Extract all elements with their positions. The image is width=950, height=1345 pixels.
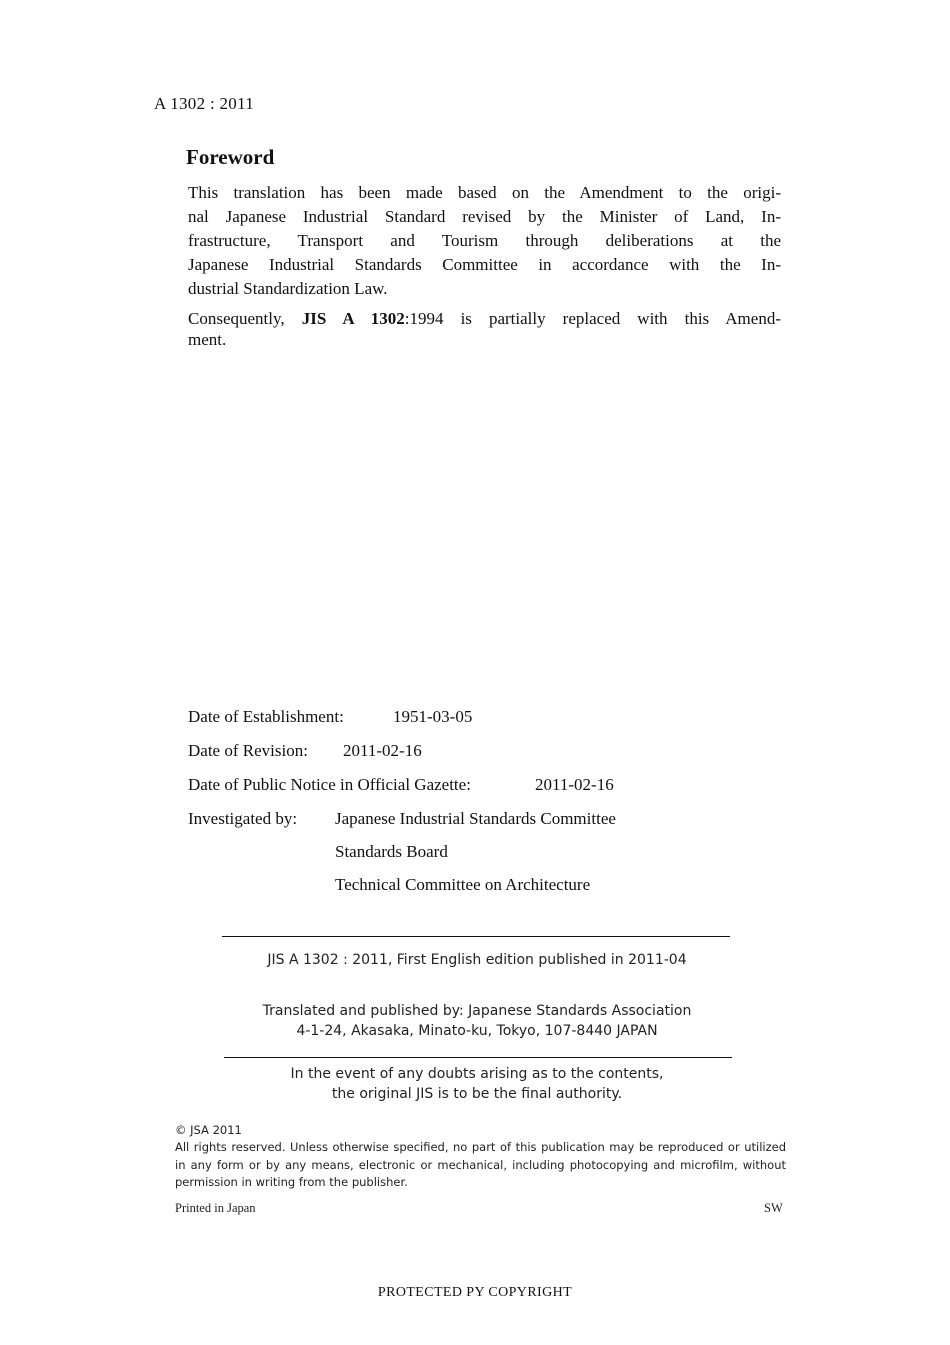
gazette-label: Date of Public Notice in Official Gazette: (188, 775, 471, 794)
paragraph-line: frastructure, Transport and Tourism through deliberations at the (188, 231, 781, 250)
gazette-value: 2011-02-16 (535, 775, 614, 794)
revision-row (188, 741, 422, 761)
establishment-label: Date of Establishment: (188, 707, 344, 726)
publisher-address: 4-1-24, Akasaka, Minato-ku, Tokyo, 107-8440 JAPAN (296, 1023, 658, 1039)
investigated-row (188, 809, 616, 829)
foreword-paragraph-2 (188, 308, 781, 350)
investigated-committee: Technical Committee on Architecture (335, 875, 591, 894)
rights-line: permission in writing from the publisher. (175, 1175, 408, 1189)
investigated-board: Standards Board (335, 842, 448, 861)
divider (224, 1057, 732, 1058)
doubt-notice-line: In the event of any doubts arising as to the contents, (290, 1066, 664, 1082)
copyright-notice: © JSA 2011 (175, 1123, 242, 1137)
rights-statement (175, 1139, 786, 1192)
paragraph-line (188, 308, 781, 329)
doubt-notice-line: the original JIS is to be the final authority. (331, 1086, 623, 1102)
foreword-heading: Foreword (186, 145, 275, 169)
document-code: A 1302 : 2011 (154, 94, 255, 113)
rights-line: in any form or by any means, electronic or mechanical, including photocopying and microfilm, without (175, 1157, 786, 1172)
paragraph-line: Japanese Industrial Standards Committee in accordance with the In- (188, 255, 781, 274)
foreword-paragraph-1 (188, 181, 781, 301)
paragraph-line: nal Japanese Industrial Standard revised by the Minister of Land, In- (188, 207, 781, 226)
divider (222, 936, 730, 937)
text-run: :1994 is partially replaced with this Amend- (404, 309, 781, 328)
text-run: Consequently, (188, 309, 302, 328)
revision-value: 2011-02-16 (343, 741, 422, 760)
printer-code: SW (764, 1201, 783, 1215)
printed-in: Printed in Japan (175, 1201, 256, 1215)
establishment-row (188, 707, 473, 727)
copyright-footer: PROTECTED PY COPYRIGHT (377, 1285, 573, 1300)
investigated-label: Investigated by: (188, 809, 298, 828)
jis-reference: JIS A 1302 (301, 309, 405, 328)
investigated-body: Japanese Industrial Standards Committee (335, 809, 616, 828)
publisher-line: Translated and published by: Japanese Standards Association (262, 1003, 692, 1019)
paragraph-line: This translation has been made based on the Amendment to the origi- (188, 183, 781, 202)
gazette-row (188, 775, 614, 795)
establishment-value: 1951-03-05 (393, 707, 473, 726)
revision-label: Date of Revision: (188, 741, 308, 760)
rights-line: All rights reserved. Unless otherwise specified, no part of this publication may be reproduced or utilized (175, 1140, 786, 1154)
paragraph-line: dustrial Standardization Law. (188, 279, 388, 298)
edition-line: JIS A 1302 : 2011, First English edition published in 2011-04 (267, 952, 687, 968)
paragraph-line: ment. (188, 330, 227, 349)
